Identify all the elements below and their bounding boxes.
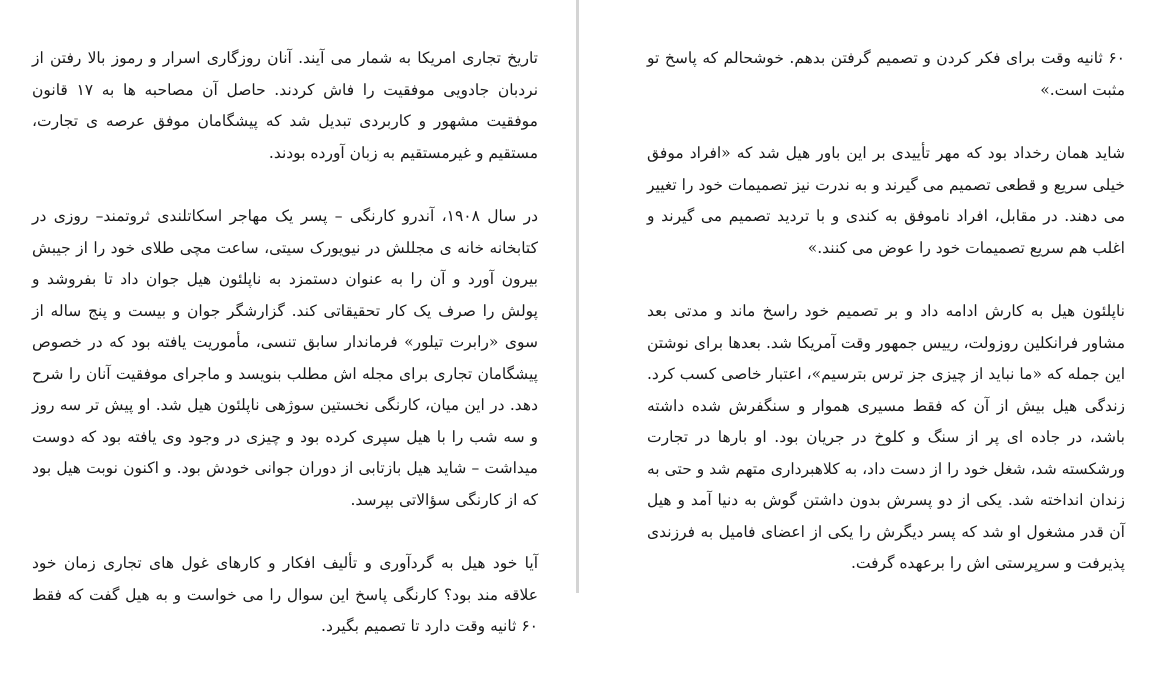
paragraph: ناپلئون هیل به کارش ادامه داد و بر تصمیم خود راسخ ماند و مدتی بعد مشاور فرانکلین روزولت، رییس جمهور وقت آمریکا شد. بعدها برای نوشتن این جمله که «ما نباید از چیزی جز ترس بترسیم»، اعتبار خاصی کسب کرد. زندگی هیل بیش از آن که فقط مسیری هموار و سنگفرش شده داشته باشد، در جاده ای پر از سنگ و کلوخ در جریان بود. او بارها در تجارت ورشکسته شد، شغل خود را از دست داد، به کلاهبرداری متهم شد و حتی به زندان انداخته شد. یکی از دو پسرش بدون داشتن گوش به دنیا آمد و هیل آن قدر مشغول او شد که پسر دیگرش را یکی از اعضای فامیل به فرزندی پذیرفت و سرپرستی اش را برعهده گرفت. xyxy=(647,302,1125,572)
right-page xyxy=(579,0,1167,593)
paragraph: تاریخ تجاری امریکا به شمار می آیند. آنان روزگاری اسرار و رموز بالا رفتن از نردبان جادویی موفقیت را فاش کردند. حاصل آن مصاحبه ها به ۱۷ قانون موفقیت مشهور و کاربردی تبدیل شد که پیشگامان موفق عرصه ی تجارت، مستقیم و غیرمستقیم به زبان آورده بودند. xyxy=(32,49,539,162)
left-page-text xyxy=(32,43,538,675)
left-page xyxy=(0,0,576,635)
paragraph: ۶۰ ثانیه وقت برای فکر کردن و تصمیم گرفتن بدهم. خوشحالم که پاسخ تو مثبت است.» xyxy=(647,49,1125,99)
paragraph: آیا خود هیل به گردآوری و تألیف افکار و کارهای غول های تجاری زمان خود علاقه مند بود؟ کارنگی پاسخ این سوال را می خواست و به هیل گفت که فقط ۶۰ ثانیه وقت دارد تا تصمیم بگیرد. xyxy=(32,554,539,635)
paragraph: در سال ۱۹۰۸، آندرو کارنگی – پسر یک مهاجر اسکاتلندی ثروتمند– روزی در کتابخانه خانه ی مجللش در نیویورک سیتی، ساعت مچی طلای خود را از جیبش بیرون آورد و آن را به عنوان دستمزد به ناپلئون هیل جوان داد تا بفروشد و پولش را صرف یک کار تحقیقاتی کند. گزارشگر جوان و بیست و پنج ساله از سوی «رابرت تیلور» فرماندار سابق تنسی، مأموریت یافته بود که در خصوص پیشگامان تجاری برای مجله اش مطلب بنویسد و ماجرای موفقیت آنان را شرح دهد. در این میان، کارنگی نخستین سوژهی ناپلئون هیل شد. او پیش تر سه روز و سه شب را با هیل سپری کرده بود و چیزی در وجود وی یافته بود که دوست میداشت – شاید هیل بازتابی از دوران جوانی خودش بود. و اکنون نوبت هیل بود که از کارنگی سؤالاتی بپرسد. xyxy=(32,207,538,509)
right-page-text xyxy=(647,43,1125,612)
paragraph: شاید همان رخداد بود که مهر تأییدی بر این باور هیل شد که «افراد موفق خیلی سریع و قطعی تصمیم می گیرند و به ندرت نیز تصمیمات خود را تغییر می دهند. در مقابل، افراد ناموفق به کندی و با تردید تصمیم می گیرند و اغلب هم سریع تصمیمات خود را عوض می کنند.» xyxy=(647,144,1125,257)
